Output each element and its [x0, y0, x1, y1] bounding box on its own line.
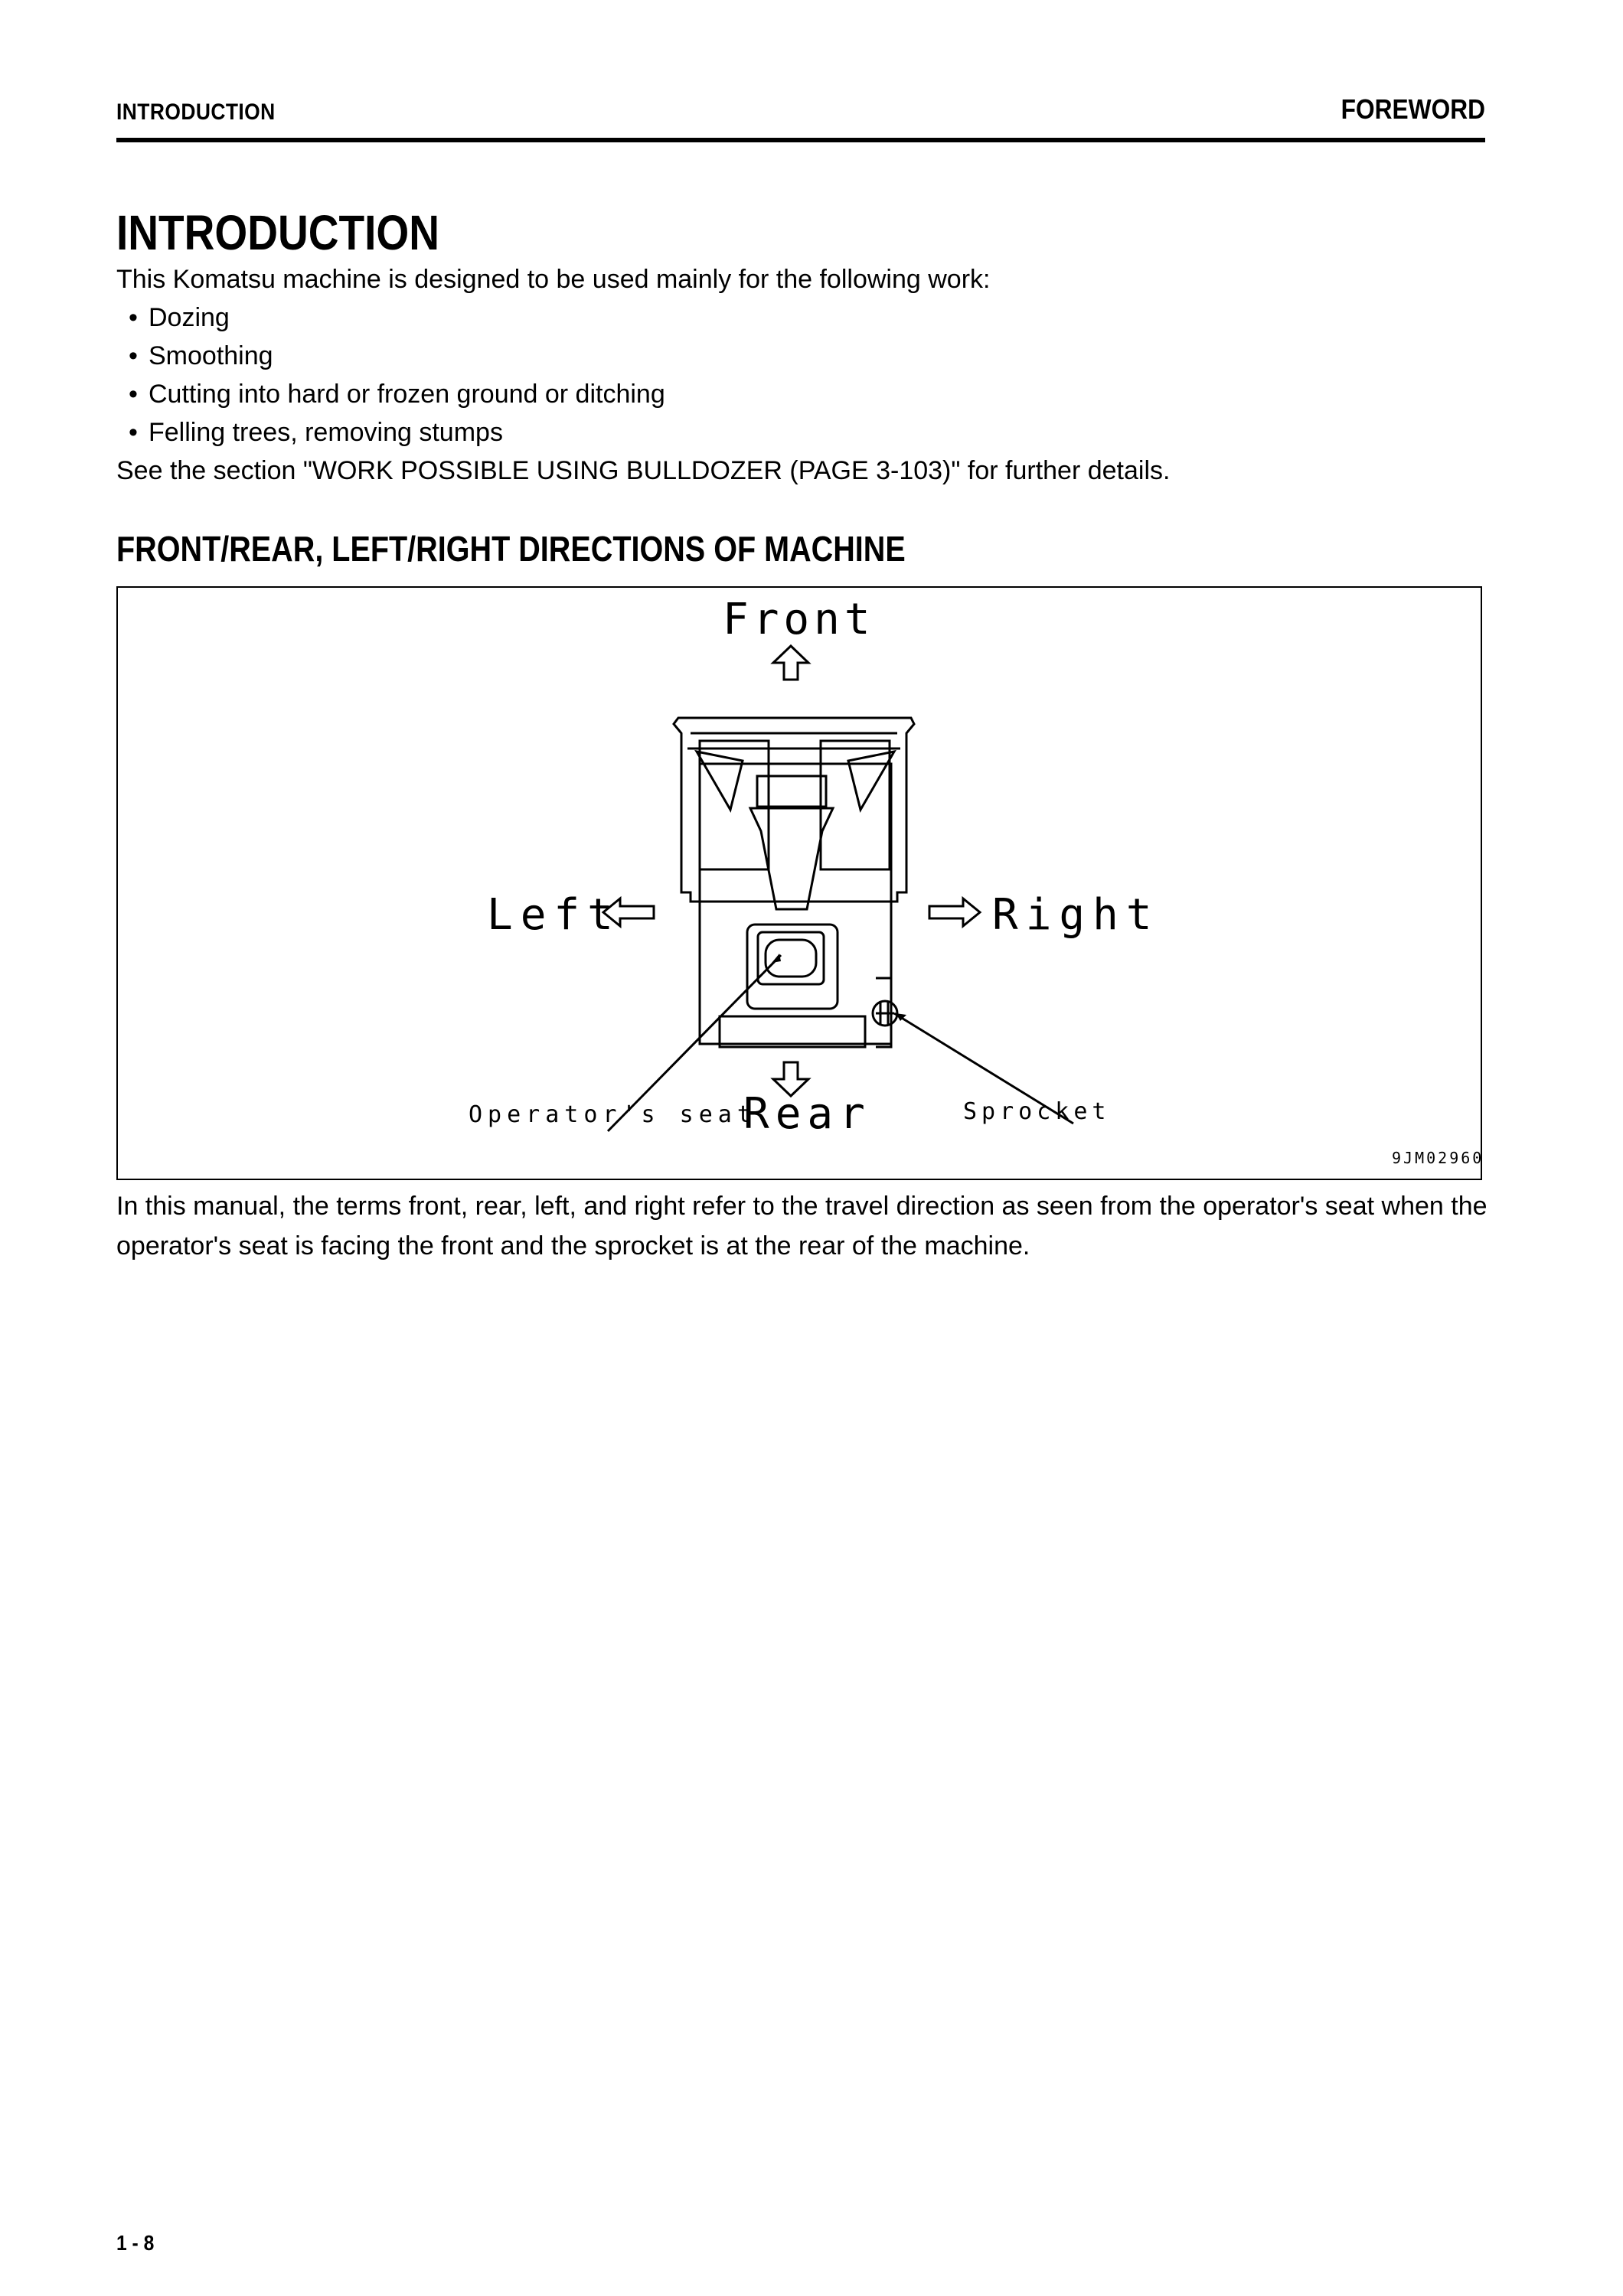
rear-label: Rear: [743, 1089, 871, 1139]
header-section: INTRODUCTION: [116, 99, 276, 125]
front-arrow-icon: [773, 646, 808, 680]
intro-block: [116, 260, 1494, 490]
blade-outline: [674, 718, 914, 902]
operator-seat-outline: [766, 940, 816, 977]
intro-lead: This Komatsu machine is designed to be used mainly for the following work:: [116, 265, 991, 294]
bullet-icon: •: [129, 418, 138, 447]
list-item: • Smoothing: [116, 337, 1494, 375]
front-label: Front: [723, 595, 875, 644]
figure-id: 9JM02960: [1392, 1149, 1484, 1167]
work-list: [116, 298, 1494, 452]
see-also-text: See the section "WORK POSSIBLE USING BULLDOZER (PAGE 3-103)" for further details.: [116, 456, 1171, 485]
bullet-icon: •: [129, 380, 138, 409]
right-arrow-icon: [929, 899, 980, 926]
bullet-icon: •: [129, 303, 138, 332]
sprocket-label: Sprocket: [963, 1098, 1111, 1125]
operator-seat-label: Operator's seat: [469, 1101, 756, 1128]
left-label: Left: [487, 890, 621, 940]
section-title: FRONT/REAR, LEFT/RIGHT DIRECTIONS OF MACHINE: [116, 529, 906, 569]
header-chapter: FOREWORD: [1341, 93, 1485, 125]
list-item: • Dozing: [116, 298, 1494, 337]
list-item: • Cutting into hard or frozen ground or ditching: [116, 375, 1494, 413]
direction-explanation: In this manual, the terms front, rear, left, and right refer to the travel direction as seen from the operator's seat when the operator's seat is facing the front and the sprocket is at the rear of the machine.: [116, 1192, 1487, 1261]
machine-top-view-illustration: [118, 588, 1484, 1182]
bullet-icon: •: [129, 341, 138, 370]
list-item: • Felling trees, removing stumps: [116, 413, 1494, 452]
page-header: [116, 86, 1485, 142]
page-title: INTRODUCTION: [116, 205, 439, 260]
page-number: 1 - 8: [116, 2231, 155, 2255]
right-label: Right: [992, 890, 1160, 940]
direction-diagram: [116, 586, 1482, 1180]
